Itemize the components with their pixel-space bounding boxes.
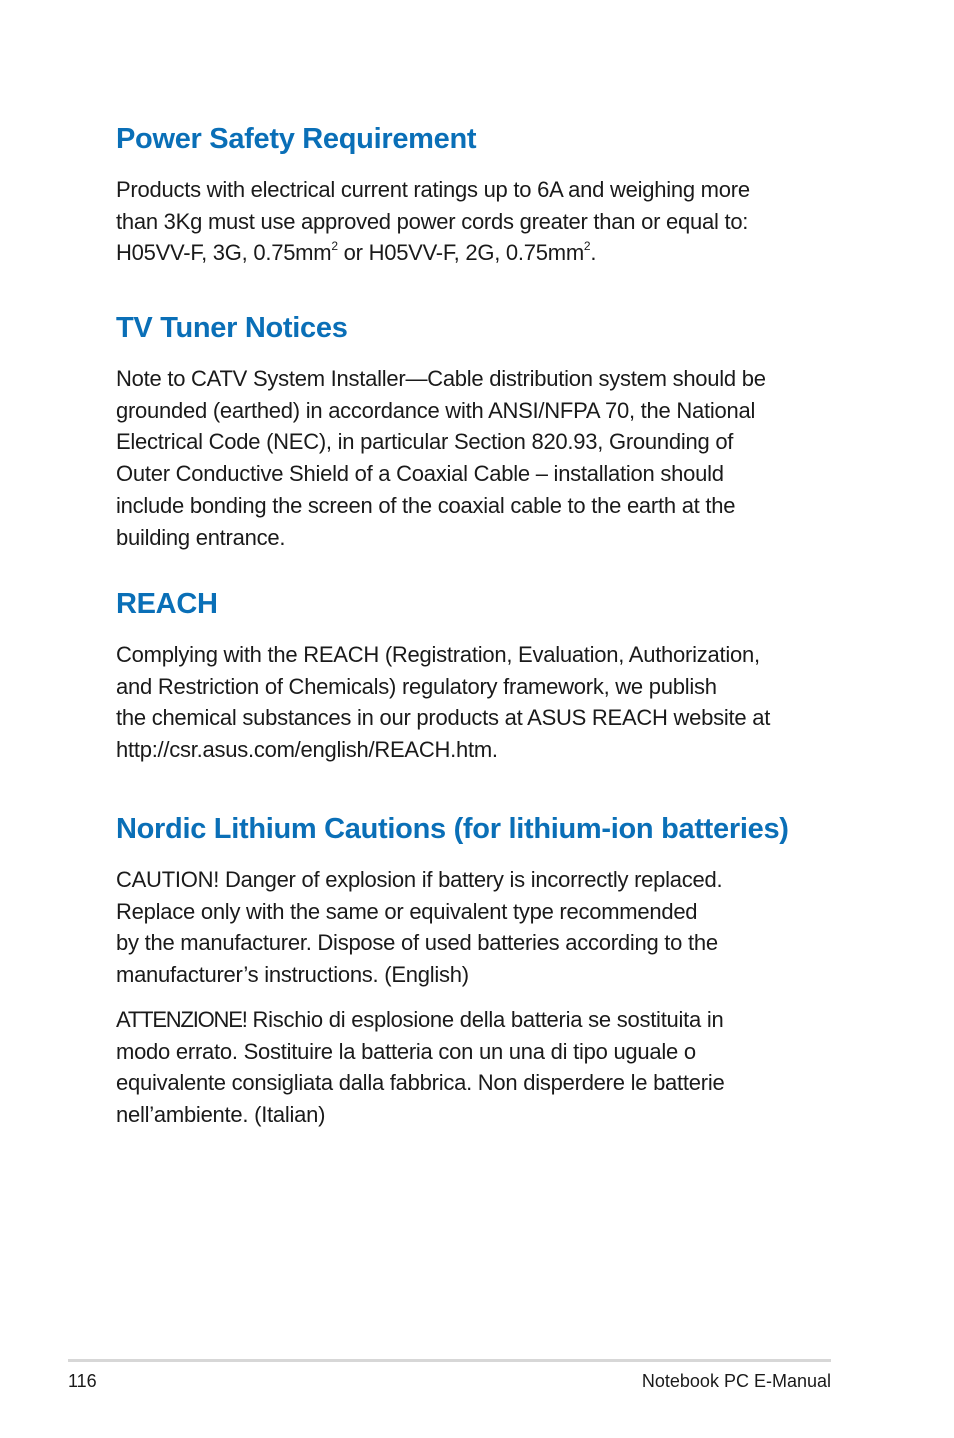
text-fragment: H05VV-F, 3G, 0.75mm [116,240,332,266]
footer-page-number: 116 [68,1371,97,1391]
paragraph-caution-english [116,864,722,991]
text-line: Electrical Code (NEC), in particular Section 820.93, Grounding of [116,429,734,455]
footer-divider [68,1359,831,1362]
text-line: include bonding the screen of the coaxial cable to the earth at the [116,492,736,518]
text-line: manufacturer’s instructions. (English) [116,962,469,988]
superscript: 2 [583,239,591,254]
text-fragment: or H05VV-F, 2G, 0.75mm [337,240,584,266]
paragraph-power-safety [116,174,750,269]
heading-reach: REACH [116,588,218,620]
reach-url-line: http://csr.asus.com/english/REACH.htm. [116,737,498,763]
text-line: Replace only with the same or equivalent type recommended [116,898,698,924]
text-line: Note to CATV System Installer—Cable distribution system should be [116,366,766,391]
text-line: the chemical substances in our products at ASUS REACH website at [116,705,771,731]
text-line: equivalente consigliata dalla fabbrica. Non disperdere le batterie [116,1070,725,1096]
text-line: by the manufacturer. Dispose of used batteries according to the [116,930,718,956]
text-line: modo errato. Sostituire la batteria con un una di tipo uguale o [116,1038,696,1064]
superscript: 2 [331,239,338,254]
heading-tv-tuner: TV Tuner Notices [116,312,348,344]
text-line: building entrance. [116,524,286,550]
text-fragment: . [590,240,597,266]
text-line: CAUTION! Danger of explosion if battery is incorrectly replaced. [116,867,723,892]
text-line: Complying with the REACH (Registration, Evaluation, Authorization, [116,642,760,667]
heading-nordic-lithium: Nordic Lithium Cautions (for lithium-ion batteries) [116,813,789,845]
text-line: Products with electrical current ratings up to 6A and weighing more [116,177,750,202]
text-line: nell’ambiente. (Italian) [116,1102,326,1128]
paragraph-reach [116,639,770,766]
text-line: grounded (earthed) in accordance with ANSI/NFPA 70, the National [116,397,756,423]
text-line [116,1004,724,1036]
text-line-with-superscripts [116,237,750,269]
text-fragment: Rischio di esplosione della batteria se sostituita in [246,1007,724,1032]
text-line: and Restriction of Chemicals) regulatory framework, we publish [116,673,717,699]
text-line: Outer Conductive Shield of a Coaxial Cable – installation should [116,461,724,487]
paragraph-tv-tuner [116,363,766,553]
footer-manual-title: Notebook PC E-Manual [641,1371,831,1391]
paragraph-caution-italian [116,1004,724,1131]
heading-power-safety: Power Safety Requirement [116,123,477,155]
text-line: than 3Kg must use approved power cords greater than or equal to: [116,208,749,234]
attenzione-label: ATTENZIONE! [116,1007,247,1032]
